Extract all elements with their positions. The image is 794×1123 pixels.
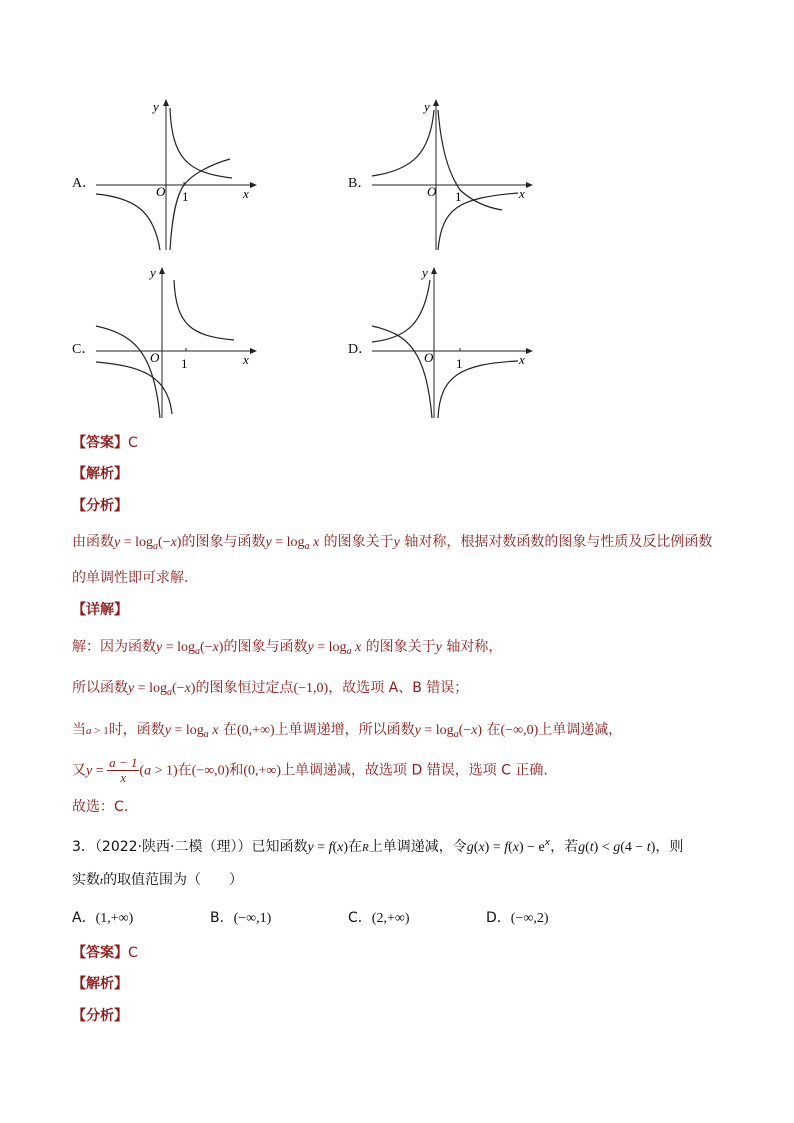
y-axis-label: y xyxy=(153,99,159,114)
analysis-heading-2: 【解析】 xyxy=(72,976,128,992)
svg-text:1: 1 xyxy=(455,189,462,204)
svg-text:x: x xyxy=(519,352,525,367)
svg-text:1: 1 xyxy=(456,356,463,371)
choice-a[interactable]: A．(1,+∞) xyxy=(72,910,134,926)
option-a-label: A． xyxy=(72,176,97,191)
detail-line-1: 解：因为函数$y = \log_a(-x)$的图象与函数$y = \log_a x$ 的图象关于y 轴对称， xyxy=(72,639,503,657)
graph-b xyxy=(368,98,538,254)
svg-text:1: 1 xyxy=(181,356,188,371)
svg-text:x: x xyxy=(243,352,249,367)
one-label: 1 xyxy=(182,189,189,204)
choice-c[interactable]: C．(2,+∞) xyxy=(348,910,410,926)
fenxi-heading-1: 【分析】 xyxy=(72,498,128,514)
detail-line-3: 当a > 1时，函数$y = \log_a x$ 在(0,+∞)上单调递增，所以函数$y = \log_a(-x)$ 在(−∞,0)上单调递减， xyxy=(72,722,623,740)
question-3-line-1: 3．（2022·陕西·二模（理））已知函数y = f(x)在R上单调递减，令$g(x) = f(x) - e^x$，若g(t) < g(4 − t)，则 xyxy=(72,838,684,855)
graph-d xyxy=(368,266,538,422)
svg-text:y: y xyxy=(422,266,428,280)
detail-line-4: 又y = $\frac{a - 1}{x}$ (a > 1)在(−∞,0)和(0,+∞)上单调递减，故选项 D 错误，选项 C 正确. xyxy=(72,755,548,785)
detail-heading: 【详解】 xyxy=(72,602,128,618)
svg-text:y: y xyxy=(150,266,156,280)
choice-b[interactable]: B．(−∞,1) xyxy=(210,910,272,926)
analysis-heading-1: 【解析】 xyxy=(72,466,128,482)
graph-a xyxy=(92,98,262,254)
detail-conclusion: 故选：C. xyxy=(72,799,129,815)
option-d-label: D． xyxy=(348,342,373,357)
svg-text:O: O xyxy=(424,350,434,365)
choice-d[interactable]: D．(−∞,2) xyxy=(486,910,549,926)
answer-line-1: 【答案】C xyxy=(72,435,138,451)
option-b-label: B． xyxy=(348,176,372,191)
svg-text:O: O xyxy=(427,184,437,199)
detail-line-2: 所以函数$y = \log_a(-x)$的图象恒过定点(−1,0)，故选项 A、B 错误； xyxy=(72,680,469,698)
svg-text:y: y xyxy=(424,99,430,114)
origin-label: O xyxy=(156,184,166,199)
svg-text:x: x xyxy=(519,186,525,201)
graph-c xyxy=(92,266,262,422)
question-3-line-2: 实数t的取值范围为（ ） xyxy=(72,872,244,888)
answer-line-2: 【答案】C xyxy=(72,945,138,961)
fenxi-text-line-2: 的单调性即可求解. xyxy=(72,570,189,586)
option-c-label: C． xyxy=(72,342,96,357)
x-axis-label: x xyxy=(243,186,249,201)
svg-text:O: O xyxy=(150,350,160,365)
fenxi-text-line-1: 由函数$y = \log_a(-x)$的图象与函数$y = \log_a x$ 的图象关于y 轴对称，根据对数函数的图象与性质及反比例函数 xyxy=(72,534,713,552)
fenxi-heading-2: 【分析】 xyxy=(72,1008,128,1024)
